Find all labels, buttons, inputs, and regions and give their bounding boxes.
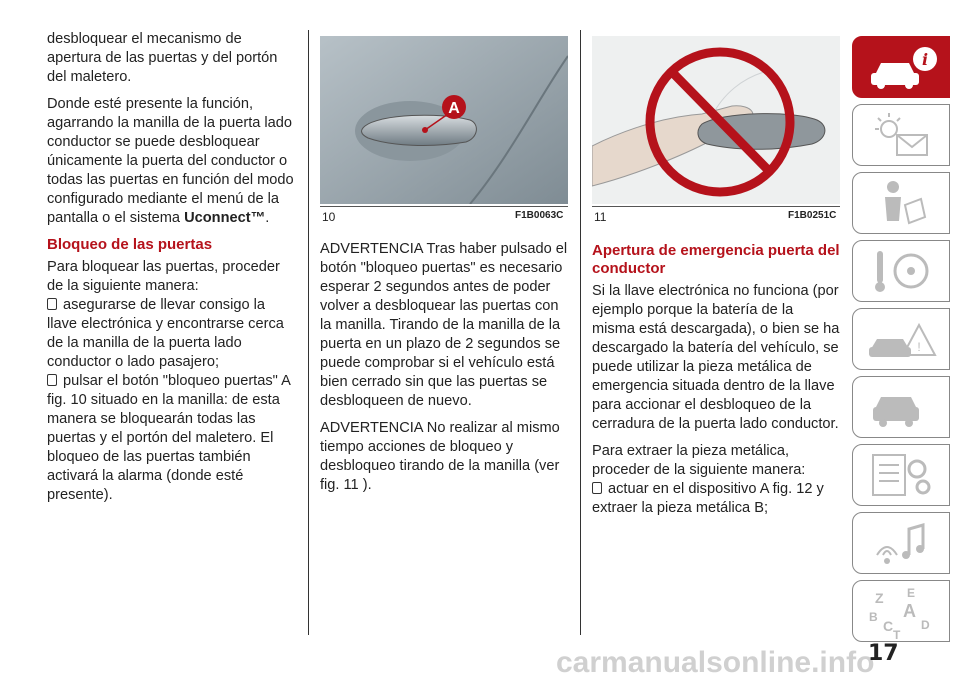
svg-text:!: ! [917,340,921,354]
technical-data-icon [863,447,943,503]
checkbox-bullet-icon [592,482,602,494]
safety-icon [863,175,943,231]
svg-text:D: D [921,618,930,632]
multimedia-icon [863,515,943,571]
caption-rule [592,206,840,207]
checkbox-bullet-icon [47,374,57,386]
uconnect-brand: Uconnect™ [184,210,266,226]
column-divider [580,30,581,635]
tab-starting-driving[interactable] [852,240,950,302]
page-number: 17 [868,641,899,666]
figure-code: F1B0063C [515,210,564,221]
figure-10-door-handle [320,36,568,204]
svg-text:E: E [907,586,916,600]
door-handle-image [320,36,568,204]
tab-safety[interactable] [852,172,950,234]
callout-a-label: A [448,100,460,117]
emergency-icon [863,311,943,367]
watermark: carmanualsonline.info [556,646,875,679]
paragraph: desbloquear el mecanismo de apertura de las puertas y del portón del maletero. [47,31,278,85]
list-item: actuar en el dispositivo A fig. 12 y extraer la pieza metálica B; [592,481,824,516]
paragraph: Si la llave electrónica no funciona (por ejemplo porque la batería de la misma está descargada), o bien se ha descargado la batería del vehículo, se puede utilizar la pieza metálica de emergencia situada dentro de la llave para accionar el desbloqueo de la cerradura de la puerta lado conductor. [592,283,840,432]
maintenance-icon [863,379,943,435]
svg-text:Z: Z [875,590,884,606]
section-heading: Apertura de emergencia puerta del conductor [592,242,840,277]
column-2 [320,240,568,503]
svg-text:A: A [903,601,916,621]
svg-text:T: T [893,628,901,639]
tab-emergency[interactable] [852,308,950,370]
paragraph: Para extraer la pieza metálica, proceder de la siguiente manera: [592,443,806,478]
index-icon [863,583,943,639]
column-1 [47,30,295,513]
paragraph: Donde esté presente la función, agarrando la manilla de la puerta lado conductor se puede desbloquear únicamente la puerta del conductor o todas las puertas en función del modo configurado mediante el menú de la pantalla o el sistema Uconnect™. [47,96,294,226]
tab-index[interactable] [852,580,950,642]
checkbox-bullet-icon [47,298,57,310]
warning-lights-icon [863,107,943,163]
prohibited-handle-image [592,36,840,204]
figure-number: 10 [322,210,336,224]
tab-warning-lights[interactable] [852,104,950,166]
figure-11-prohibited [592,36,840,204]
warning-paragraph: ADVERTENCIA Tras haber pulsado el botón "bloqueo puertas" es necesario esperar 2 segundos antes de poder volver a desbloquear las puertas con la manilla. Tirando de la manilla de la puerta en un plazo de 2 segundos se puede comprobar si el vehículo está bien cerrado sin que las puertas se desbloqueen de nuevo. [320,241,568,409]
tab-maintenance[interactable] [852,376,950,438]
svg-text:B: B [869,610,878,624]
starting-driving-icon [863,243,943,299]
list-item: pulsar el botón "bloqueo puertas" A fig. 10 situado en la manilla: de esta manera se bloquearán todas las puertas y el portón del maletero. El bloqueo de las puertas también activará la alarma (donde esté presente). [47,373,291,503]
paragraph: Para bloquear las puertas, proceder de la siguiente manera: [47,259,280,294]
caption-rule [320,206,568,207]
car-info-icon [863,39,943,95]
list-item: asegurarse de llevar consigo la llave electrónica y encontrarse cerca de la manilla de la puerta lado conductor o lado pasajero; [47,297,284,370]
section-heading: Bloqueo de las puertas [47,236,213,253]
svg-text:C: C [883,618,894,634]
column-3 [592,240,840,526]
warning-paragraph: ADVERTENCIA No realizar al mismo tiempo acciones de bloqueo y desbloqueo tirando de la manilla (ver fig. 11 ). [320,420,560,493]
svg-text:i: i [921,50,929,69]
column-divider [308,30,309,635]
tab-multimedia[interactable] [852,512,950,574]
tab-technical-data[interactable] [852,444,950,506]
figure-code: F1B0251C [788,210,837,221]
tab-car-info[interactable] [852,36,950,98]
figure-number: 11 [594,210,607,224]
